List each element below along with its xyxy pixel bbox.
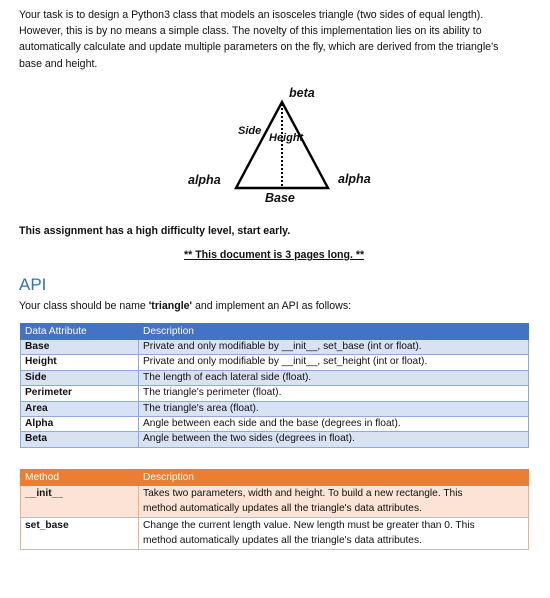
- method-description: [139, 486, 529, 518]
- table-row: [21, 401, 529, 416]
- api-intro-text: and implement an API as follows:: [192, 300, 352, 312]
- table-header-row: [21, 470, 529, 486]
- description-line: method automatically updates all the triangle's data attributes.: [143, 502, 422, 514]
- page-count-note: ** This document is 3 pages long. **: [184, 249, 365, 261]
- attribute-name: Base: [21, 340, 139, 355]
- beta-label: beta: [289, 86, 315, 100]
- intro-line: However, this is by no means a simple class. The novelty of this implementation lies on its ability to: [19, 25, 482, 38]
- table-row: [21, 370, 529, 385]
- api-intro: [19, 300, 351, 312]
- column-header: Method: [21, 470, 139, 486]
- attributes-table: [20, 323, 529, 448]
- table-row: [21, 386, 529, 401]
- table-row: [21, 417, 529, 432]
- attribute-description: Private and only modifiable by __init__, set_base (int or float).: [139, 340, 529, 355]
- column-header: Description: [139, 470, 529, 486]
- table-header-row: [21, 324, 529, 340]
- attribute-description: The triangle's area (float).: [139, 401, 529, 416]
- table-row: [21, 486, 529, 518]
- table-row: [21, 432, 529, 447]
- attribute-description: Angle between each side and the base (degrees in float).: [139, 417, 529, 432]
- attribute-name: Alpha: [21, 417, 139, 432]
- triangle-figure: [180, 80, 380, 210]
- table-row: [21, 340, 529, 355]
- attribute-name: Side: [21, 370, 139, 385]
- base-label: Base: [265, 191, 295, 205]
- attribute-name: Area: [21, 401, 139, 416]
- attribute-description: Angle between the two sides (degrees in float).: [139, 432, 529, 447]
- description-line: Takes two parameters, width and height. To build a new rectangle. This: [143, 488, 463, 499]
- attribute-description: Private and only modifiable by __init__, set_height (int or float).: [139, 355, 529, 370]
- description-line: method automatically updates all the triangle's data attributes.: [143, 534, 422, 546]
- intro-line: Your task is to design a Python3 class that models an isosceles triangle (two sides of equal length).: [19, 9, 484, 21]
- intro-line: automatically calculate and update multiple parameters on the fly, which are derived from the triangle's: [19, 41, 499, 54]
- attribute-description: The length of each lateral side (float).: [139, 370, 529, 385]
- method-name: set_base: [21, 518, 139, 550]
- attribute-name: Beta: [21, 432, 139, 447]
- column-header: Description: [139, 324, 529, 340]
- intro-paragraph: [19, 7, 531, 72]
- column-header: Data Attribute: [21, 324, 139, 340]
- alpha-left-label: alpha: [188, 173, 221, 187]
- attribute-description: The triangle's perimeter (float).: [139, 386, 529, 401]
- api-heading: API: [19, 275, 47, 294]
- method-description: [139, 518, 529, 550]
- methods-table: [20, 469, 529, 550]
- height-label: Height: [269, 132, 304, 144]
- class-name: 'triangle': [148, 300, 193, 312]
- api-intro-text: Your class should be name: [19, 300, 149, 312]
- side-label: Side: [238, 125, 262, 137]
- difficulty-note: This assignment has a high difficulty level, start early.: [19, 225, 291, 237]
- attribute-name: Perimeter: [21, 386, 139, 401]
- description-line: Change the current length value. New length must be greater than 0. This: [143, 520, 475, 532]
- intro-line: base and height.: [19, 57, 98, 70]
- table-row: [21, 355, 529, 370]
- table-row: [21, 518, 529, 550]
- method-name: __init__: [21, 486, 139, 518]
- attribute-name: Height: [21, 355, 139, 370]
- alpha-right-label: alpha: [338, 172, 371, 186]
